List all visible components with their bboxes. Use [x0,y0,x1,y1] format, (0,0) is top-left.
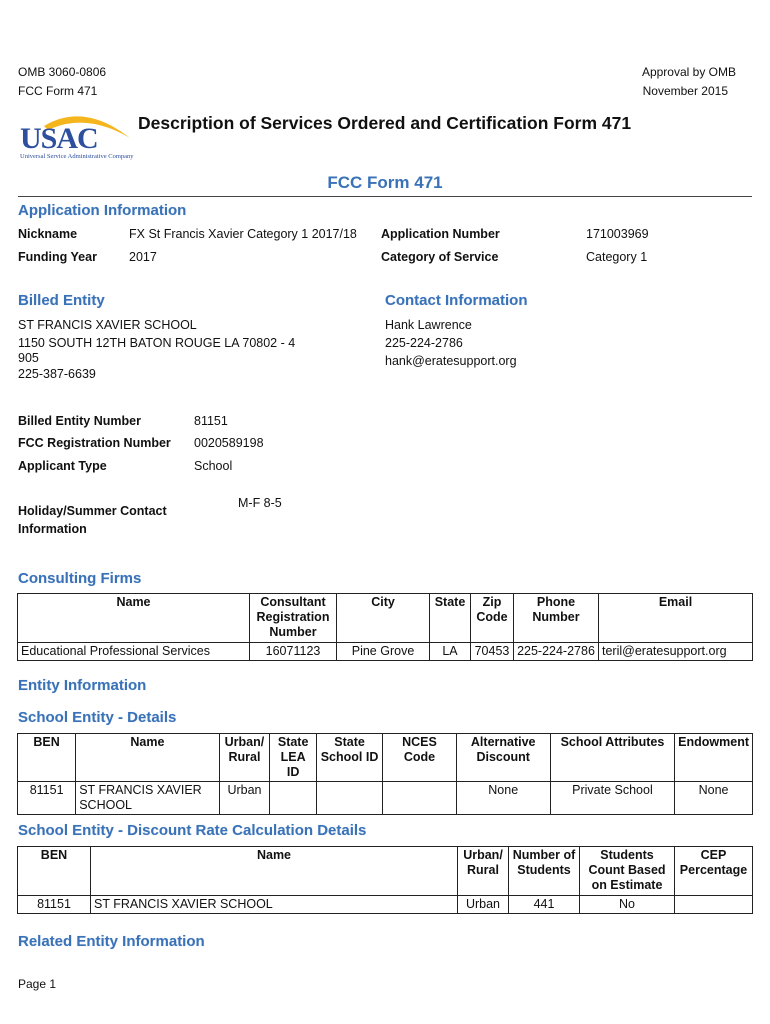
discount-school-name: ST FRANCIS XAVIER SCHOOL [91,896,458,914]
billed-entity-address-line2: 905 [18,351,39,365]
holiday-contact-label-line1: Holiday/Summer Contact [18,504,167,518]
nickname-value: FX St Francis Xavier Category 1 2017/18 [129,227,357,241]
billed-entity-number-value: 81151 [194,414,228,428]
col-header-endowment: Endowment [675,734,753,782]
holiday-contact-value: M-F 8-5 [238,496,282,510]
consultant-phone: 225-224-2786 [514,643,599,661]
col-header-urban-rural: Urban/ Rural [458,847,509,896]
school-urban-rural: Urban [219,782,270,815]
application-info-heading: Application Information [18,202,187,219]
logo-wordmark: USAC [20,122,98,155]
holiday-contact-label-line2: Information [18,522,87,536]
col-header-state-school: State School ID [316,734,382,782]
school-name: ST FRANCIS XAVIER SCHOOL [76,782,219,815]
discount-calc-table [17,846,753,914]
discount-ben: 81151 [18,896,91,914]
school-nces-code [383,782,457,815]
col-header-nces: NCES Code [383,734,457,782]
approval-date: November 2015 [642,84,728,98]
col-header-name: Name [18,594,250,643]
table-header-row [18,734,753,782]
consultant-email[interactable]: teril@eratesupport.org [599,643,753,661]
col-header-urban-rural: Urban/ Rural [219,734,270,782]
logo-subtext: Universal Service Administrative Company [20,153,134,160]
consultant-city: Pine Grove [337,643,430,661]
col-header-school-attributes: School Attributes [550,734,674,782]
approval-text: Approval by OMB [641,65,736,79]
col-header-state: State [430,594,471,643]
col-header-number-of-students: Number of Students [509,847,580,896]
school-details-heading: School Entity - Details [18,709,177,726]
page-title: Description of Services Ordered and Certification Form 471 [138,113,632,133]
omb-number: OMB 3060-0806 [18,65,107,79]
discount-count-estimate: No [580,896,675,914]
consultant-name: Educational Professional Services [18,643,250,661]
billed-entity-address-line1: 1150 SOUTH 12TH BATON ROUGE LA 70802 - 4 [18,336,296,350]
page-number: Page 1 [18,977,57,991]
category-value: Category 1 [586,250,648,264]
col-header-city: City [337,594,430,643]
discount-number-of-students: 441 [509,896,580,914]
contact-name: Hank Lawrence [385,318,472,332]
col-header-alt-discount: Alternative Discount [456,734,550,782]
billed-entity-number-label: Billed Entity Number [18,414,141,428]
applicant-type-label: Applicant Type [18,459,107,473]
col-header-cep: CEP Percentage [675,847,753,896]
entity-info-heading: Entity Information [18,677,147,694]
contact-info-heading: Contact Information [385,292,528,309]
contact-email[interactable]: hank@eratesupport.org [385,354,517,368]
school-state-lea [270,782,317,815]
consulting-firms-heading: Consulting Firms [18,570,142,587]
col-header-consultant-reg: Consultant Registration Number [250,594,337,643]
discount-urban-rural: Urban [458,896,509,914]
fcc-registration-value: 0020589198 [194,436,264,450]
school-alt-discount: None [456,782,550,815]
consulting-firms-table [17,593,753,661]
discount-calc-heading: School Entity - Discount Rate Calculation Details [18,822,367,839]
funding-year-value: 2017 [129,250,157,264]
school-endowment: None [675,782,753,815]
col-header-name: Name [91,847,458,896]
form-subtitle: FCC Form 471 [327,173,443,192]
school-state-school-id [316,782,382,815]
table-header-row [18,847,753,896]
consultant-zip: 70453 [471,643,514,661]
billed-entity-phone: 225-387-6639 [18,367,96,381]
col-header-count-estimate: Students Count Based on Estimate [580,847,675,896]
billed-entity-name: ST FRANCIS XAVIER SCHOOL [18,318,197,332]
contact-phone: 225-224-2786 [385,336,463,350]
table-row [18,896,753,914]
related-entity-heading: Related Entity Information [18,933,205,950]
table-row [18,643,753,661]
applicant-type-value: School [194,459,233,473]
consultant-reg-number: 16071123 [250,643,337,661]
school-ben: 81151 [18,782,76,815]
consultant-state: LA [430,643,471,661]
school-attributes: Private School [550,782,674,815]
discount-cep-percentage [675,896,753,914]
col-header-email: Email [599,594,753,643]
application-number-value: 171003969 [586,227,649,241]
col-header-ben: BEN [18,734,76,782]
col-header-phone: Phone Number [514,594,599,643]
col-header-zip: Zip Code [471,594,514,643]
col-header-name: Name [76,734,219,782]
table-header-row [18,594,753,643]
funding-year-label: Funding Year [18,250,97,264]
fcc-registration-label: FCC Registration Number [18,436,171,450]
school-details-table [17,733,753,815]
col-header-state-lea: State LEA ID [270,734,317,782]
form-short-name: FCC Form 471 [18,84,98,98]
application-number-label: Application Number [381,227,500,241]
category-label: Category of Service [381,250,499,264]
table-row [18,782,753,815]
col-header-ben: BEN [18,847,91,896]
nickname-label: Nickname [18,227,78,241]
header-divider [18,196,752,197]
billed-entity-heading: Billed Entity [18,292,105,309]
